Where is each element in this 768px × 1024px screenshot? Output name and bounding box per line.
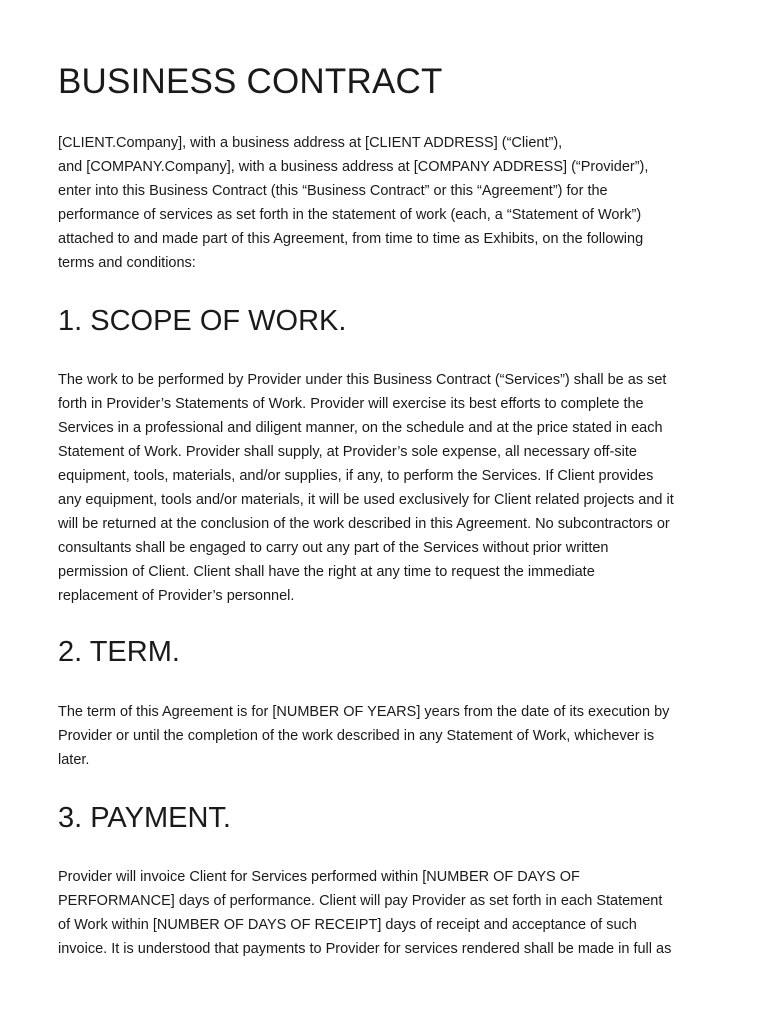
- paragraph-line: The term of this Agreement is for [NUMBER OF YEARS] years from the date of its execution by: [58, 704, 670, 720]
- section-body-term: [58, 700, 718, 772]
- paragraph-line: forth in Provider’s Statements of Work. Provider will exercise its best efforts to complete the: [58, 396, 644, 412]
- document-title: BUSINESS CONTRACT: [58, 62, 443, 101]
- intro-line: and [COMPANY.Company], with a business address at [COMPANY ADDRESS] (“Provider”),: [58, 159, 649, 175]
- intro-line: enter into this Business Contract (this “Business Contract” or this “Agreement”) for the: [58, 183, 608, 199]
- paragraph-line: Services in a professional and diligent manner, on the schedule and at the price stated in each: [58, 420, 663, 436]
- paragraph-line: consultants shall be engaged to carry out any part of the Services without prior written: [58, 540, 609, 556]
- section-heading-payment: 3. PAYMENT.: [58, 802, 231, 834]
- intro-line: [CLIENT.Company], with a business address at [CLIENT ADDRESS] (“Client”),: [58, 135, 563, 151]
- paragraph-line: invoice. It is understood that payments to Provider for services rendered shall be made in full as: [58, 941, 672, 957]
- paragraph-line: replacement of Provider’s personnel.: [58, 588, 295, 604]
- intro-line: attached to and made part of this Agreement, from time to time as Exhibits, on the following: [58, 231, 644, 247]
- section-body-payment: [58, 865, 718, 961]
- paragraph-line: later.: [58, 752, 90, 768]
- paragraph-line: will be returned at the conclusion of the work described in this Agreement. No subcontractors or: [58, 516, 670, 532]
- paragraph-line: permission of Client. Client shall have the right at any time to request the immediate: [58, 564, 595, 580]
- paragraph-line: PERFORMANCE] days of performance. Client will pay Provider as set forth in each Statement: [58, 893, 663, 909]
- section-body-scope-of-work: [58, 368, 718, 608]
- intro-line: performance of services as set forth in the statement of work (each, a “Statement of Work”): [58, 207, 642, 223]
- intro-line: terms and conditions:: [58, 255, 196, 271]
- intro-paragraph: [58, 131, 718, 275]
- paragraph-line: any equipment, tools and/or materials, it will be used exclusively for Client related projects and it: [58, 492, 674, 508]
- paragraph-line: of Work within [NUMBER OF DAYS OF RECEIPT] days of receipt and acceptance of such: [58, 917, 637, 933]
- paragraph-line: Statement of Work. Provider shall supply, at Provider’s sole expense, all necessary off-site: [58, 444, 637, 460]
- paragraph-line: equipment, tools, materials, and/or supplies, if any, to perform the Services. If Client provides: [58, 468, 654, 484]
- paragraph-line: The work to be performed by Provider under this Business Contract (“Services”) shall be as set: [58, 372, 667, 388]
- section-heading-term: 2. TERM.: [58, 636, 180, 668]
- section-heading-scope-of-work: 1. SCOPE OF WORK.: [58, 305, 347, 337]
- paragraph-line: Provider or until the completion of the work described in any Statement of Work, whichever is: [58, 728, 655, 744]
- paragraph-line: Provider will invoice Client for Services performed within [NUMBER OF DAYS OF: [58, 869, 580, 885]
